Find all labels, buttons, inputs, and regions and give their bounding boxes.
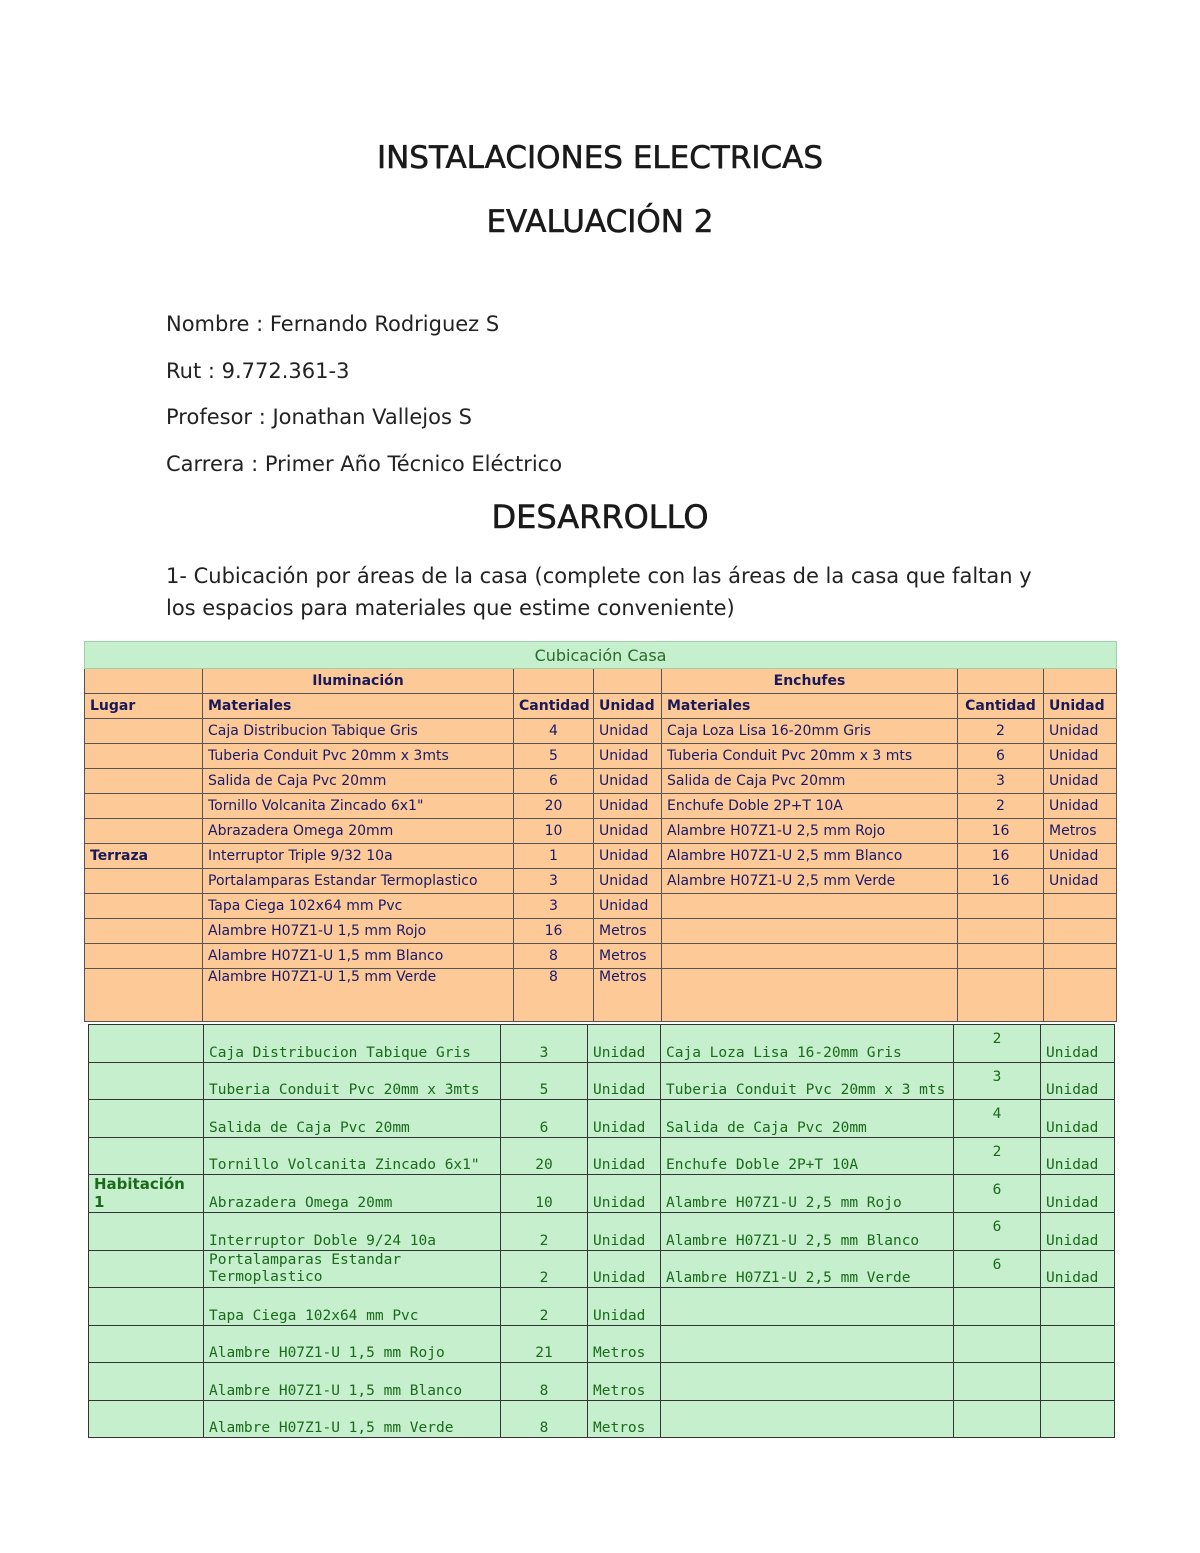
group-iluminacion: Iluminación <box>203 669 514 694</box>
enchufes-material: Enchufe Doble 2P+T 10A <box>661 1137 954 1175</box>
enchufes-material: Alambre H07Z1-U 2,5 mm Rojo <box>662 819 958 844</box>
lugar-cell <box>85 794 203 819</box>
enchufes-cantidad <box>958 894 1044 919</box>
lugar-cell <box>85 894 203 919</box>
enchufes-cantidad: 2 <box>958 719 1044 744</box>
table-row <box>85 894 1117 919</box>
enchufes-unidad <box>1041 1363 1115 1401</box>
lugar-cell <box>89 1400 204 1438</box>
iluminacion-cantidad: 5 <box>514 744 594 769</box>
iluminacion-material: Abrazadera Omega 20mm <box>203 819 514 844</box>
enchufes-material <box>662 944 958 969</box>
enchufes-unidad: Unidad <box>1041 1062 1115 1100</box>
table-row <box>85 819 1117 844</box>
table-row <box>85 744 1117 769</box>
lugar-cell <box>85 744 203 769</box>
enchufes-unidad <box>1044 969 1117 1022</box>
enchufes-material <box>662 919 958 944</box>
enchufes-material: Alambre H07Z1-U 2,5 mm Rojo <box>661 1175 954 1213</box>
iluminacion-material: Portalamparas Estandar Termoplastico <box>204 1250 501 1288</box>
table-row <box>85 769 1117 794</box>
lugar-cell <box>89 1250 204 1288</box>
iluminacion-cantidad: 2 <box>501 1213 588 1251</box>
lugar-cell <box>89 1062 204 1100</box>
iluminacion-unidad: Unidad <box>594 819 662 844</box>
enchufes-unidad: Unidad <box>1041 1175 1115 1213</box>
terraza-table <box>84 641 1117 1022</box>
table-row <box>85 969 1117 1022</box>
table-row <box>89 1137 1115 1175</box>
col-unidad-iluminacion: Unidad <box>594 694 662 719</box>
enchufes-cantidad <box>958 919 1044 944</box>
empty-cell <box>594 669 662 694</box>
enchufes-cantidad: 6 <box>954 1175 1041 1213</box>
enchufes-material: Alambre H07Z1-U 2,5 mm Verde <box>661 1250 954 1288</box>
iluminacion-unidad: Unidad <box>588 1062 661 1100</box>
iluminacion-unidad: Unidad <box>594 869 662 894</box>
enchufes-unidad <box>1041 1325 1115 1363</box>
enchufes-unidad: Unidad <box>1044 844 1117 869</box>
iluminacion-unidad: Unidad <box>588 1288 661 1326</box>
enchufes-cantidad: 4 <box>954 1100 1041 1138</box>
lugar-cell <box>89 1363 204 1401</box>
iluminacion-unidad: Unidad <box>588 1175 661 1213</box>
enchufes-material: Alambre H07Z1-U 2,5 mm Blanco <box>661 1213 954 1251</box>
iluminacion-cantidad: 3 <box>514 894 594 919</box>
iluminacion-cantidad: 8 <box>501 1400 588 1438</box>
iluminacion-cantidad: 8 <box>514 969 594 1022</box>
iluminacion-cantidad: 6 <box>501 1100 588 1138</box>
iluminacion-unidad: Unidad <box>594 844 662 869</box>
table-row <box>89 1250 1115 1288</box>
enchufes-material: Caja Loza Lisa 16-20mm Gris <box>662 719 958 744</box>
enchufes-cantidad: 3 <box>954 1062 1041 1100</box>
iluminacion-unidad: Unidad <box>594 894 662 919</box>
enchufes-material <box>662 894 958 919</box>
table-row <box>89 1325 1115 1363</box>
iluminacion-unidad: Unidad <box>588 1100 661 1138</box>
table-row <box>89 1025 1115 1063</box>
iluminacion-unidad: Metros <box>594 969 662 1022</box>
enchufes-unidad <box>1041 1288 1115 1326</box>
empty-cell <box>514 669 594 694</box>
iluminacion-unidad: Unidad <box>588 1025 661 1063</box>
iluminacion-cantidad: 5 <box>501 1062 588 1100</box>
career: Carrera : Primer Año Técnico Eléctrico <box>166 452 563 476</box>
enchufes-material <box>662 969 958 1022</box>
enchufes-cantidad: 2 <box>958 794 1044 819</box>
iluminacion-unidad: Unidad <box>594 719 662 744</box>
enchufes-material: Enchufe Doble 2P+T 10A <box>662 794 958 819</box>
iluminacion-cantidad: 10 <box>501 1175 588 1213</box>
enchufes-unidad: Unidad <box>1044 744 1117 769</box>
lugar-cell <box>89 1325 204 1363</box>
iluminacion-material: Abrazadera Omega 20mm <box>204 1175 501 1213</box>
student-name: Nombre : Fernando Rodriguez S <box>166 312 500 336</box>
iluminacion-unidad: Unidad <box>594 769 662 794</box>
section-title: DESARROLLO <box>491 498 709 536</box>
table-row <box>89 1175 1115 1213</box>
iluminacion-unidad: Metros <box>594 919 662 944</box>
enchufes-cantidad: 16 <box>958 844 1044 869</box>
iluminacion-cantidad: 4 <box>514 719 594 744</box>
group-enchufes: Enchufes <box>662 669 958 694</box>
table-row <box>85 869 1117 894</box>
enchufes-material <box>661 1363 954 1401</box>
enchufes-unidad: Unidad <box>1044 794 1117 819</box>
table-row <box>85 794 1117 819</box>
iluminacion-material: Salida de Caja Pvc 20mm <box>204 1100 501 1138</box>
iluminacion-material: Alambre H07Z1-U 1,5 mm Verde <box>203 969 514 1022</box>
lugar-cell <box>85 819 203 844</box>
iluminacion-material: Alambre H07Z1-U 1,5 mm Blanco <box>204 1363 501 1401</box>
lugar-terraza: Terraza <box>85 844 203 869</box>
enchufes-unidad: Unidad <box>1044 769 1117 794</box>
table-row <box>85 919 1117 944</box>
student-rut: Rut : 9.772.361-3 <box>166 359 350 383</box>
document-title: INSTALACIONES ELECTRICAS <box>376 140 824 176</box>
col-materiales-iluminacion: Materiales <box>203 694 514 719</box>
iluminacion-material: Tuberia Conduit Pvc 20mm x 3mts <box>204 1062 501 1100</box>
iluminacion-material: Alambre H07Z1-U 1,5 mm Blanco <box>203 944 514 969</box>
enchufes-unidad: Unidad <box>1041 1100 1115 1138</box>
iluminacion-unidad: Unidad <box>588 1213 661 1251</box>
iluminacion-material: Tuberia Conduit Pvc 20mm x 3mts <box>203 744 514 769</box>
iluminacion-unidad: Metros <box>588 1363 661 1401</box>
table-row <box>89 1363 1115 1401</box>
enchufes-cantidad: 16 <box>958 869 1044 894</box>
lugar-cell <box>85 944 203 969</box>
empty-cell <box>958 669 1044 694</box>
question-text <box>166 560 1066 624</box>
col-lugar: Lugar <box>85 694 203 719</box>
lugar-cell <box>85 769 203 794</box>
col-unidad-enchufes: Unidad <box>1044 694 1117 719</box>
enchufes-material: Caja Loza Lisa 16-20mm Gris <box>661 1025 954 1063</box>
enchufes-unidad <box>1044 919 1117 944</box>
document-subtitle: EVALUACIÓN 2 <box>486 204 714 240</box>
iluminacion-unidad: Unidad <box>588 1137 661 1175</box>
lugar-cell <box>89 1213 204 1251</box>
table-row <box>85 944 1117 969</box>
iluminacion-cantidad: 20 <box>514 794 594 819</box>
iluminacion-material: Interruptor Doble 9/24 10a <box>204 1213 501 1251</box>
habitacion-table <box>88 1024 1115 1438</box>
iluminacion-cantidad: 21 <box>501 1325 588 1363</box>
enchufes-material: Tuberia Conduit Pvc 20mm x 3 mts <box>662 744 958 769</box>
enchufes-cantidad <box>958 969 1044 1022</box>
enchufes-material <box>661 1400 954 1438</box>
enchufes-cantidad: 2 <box>954 1025 1041 1063</box>
table-row <box>85 844 1117 869</box>
table-row <box>89 1100 1115 1138</box>
iluminacion-unidad: Unidad <box>594 794 662 819</box>
enchufes-material <box>661 1288 954 1326</box>
col-cantidad-enchufes: Cantidad <box>958 694 1044 719</box>
empty-cell <box>85 669 203 694</box>
iluminacion-cantidad: 3 <box>514 869 594 894</box>
enchufes-cantidad <box>954 1400 1041 1438</box>
lugar-cell <box>89 1137 204 1175</box>
enchufes-unidad <box>1044 894 1117 919</box>
teacher-name: Profesor : Jonathan Vallejos S <box>166 405 472 429</box>
enchufes-material: Alambre H07Z1-U 2,5 mm Verde <box>662 869 958 894</box>
lugar-cell <box>89 1288 204 1326</box>
lugar-cell <box>89 1025 204 1063</box>
iluminacion-cantidad: 1 <box>514 844 594 869</box>
iluminacion-material: Interruptor Triple 9/32 10a <box>203 844 514 869</box>
enchufes-cantidad <box>954 1288 1041 1326</box>
table-row <box>89 1400 1115 1438</box>
lugar-cell <box>85 719 203 744</box>
enchufes-cantidad: 2 <box>954 1137 1041 1175</box>
iluminacion-cantidad: 10 <box>514 819 594 844</box>
iluminacion-cantidad: 16 <box>514 919 594 944</box>
enchufes-unidad: Unidad <box>1041 1213 1115 1251</box>
lugar-cell <box>85 869 203 894</box>
enchufes-unidad: Unidad <box>1041 1250 1115 1288</box>
lugar-cell <box>85 919 203 944</box>
iluminacion-material: Alambre H07Z1-U 1,5 mm Verde <box>204 1400 501 1438</box>
iluminacion-cantidad: 3 <box>501 1025 588 1063</box>
enchufes-cantidad: 3 <box>958 769 1044 794</box>
iluminacion-cantidad: 2 <box>501 1250 588 1288</box>
enchufes-material: Alambre H07Z1-U 2,5 mm Blanco <box>662 844 958 869</box>
enchufes-unidad: Unidad <box>1044 719 1117 744</box>
iluminacion-material: Tapa Ciega 102x64 mm Pvc <box>203 894 514 919</box>
enchufes-cantidad: 6 <box>954 1250 1041 1288</box>
enchufes-cantidad <box>958 944 1044 969</box>
iluminacion-material: Caja Distribucion Tabique Gris <box>204 1025 501 1063</box>
enchufes-material: Tuberia Conduit Pvc 20mm x 3 mts <box>661 1062 954 1100</box>
lugar-habitacion: Habitación 1 <box>89 1175 204 1213</box>
table-row <box>89 1213 1115 1251</box>
iluminacion-material: Salida de Caja Pvc 20mm <box>203 769 514 794</box>
enchufes-cantidad <box>954 1325 1041 1363</box>
table-row <box>89 1062 1115 1100</box>
enchufes-unidad: Unidad <box>1041 1137 1115 1175</box>
enchufes-cantidad: 6 <box>954 1213 1041 1251</box>
iluminacion-unidad: Metros <box>594 944 662 969</box>
enchufes-unidad <box>1041 1400 1115 1438</box>
enchufes-unidad: Metros <box>1044 819 1117 844</box>
question-line-2: los espacios para materiales que estime conveniente) <box>166 596 735 620</box>
iluminacion-unidad: Metros <box>588 1325 661 1363</box>
enchufes-unidad: Unidad <box>1041 1025 1115 1063</box>
iluminacion-cantidad: 6 <box>514 769 594 794</box>
lugar-cell <box>89 1100 204 1138</box>
enchufes-material <box>661 1325 954 1363</box>
iluminacion-material: Tornillo Volcanita Zincado 6x1" <box>203 794 514 819</box>
iluminacion-unidad: Unidad <box>588 1250 661 1288</box>
iluminacion-cantidad: 8 <box>514 944 594 969</box>
empty-cell <box>1044 669 1117 694</box>
iluminacion-cantidad: 8 <box>501 1363 588 1401</box>
iluminacion-material: Tapa Ciega 102x64 mm Pvc <box>204 1288 501 1326</box>
enchufes-material: Salida de Caja Pvc 20mm <box>661 1100 954 1138</box>
enchufes-cantidad: 16 <box>958 819 1044 844</box>
table-row <box>89 1288 1115 1326</box>
table-row <box>85 719 1117 744</box>
iluminacion-material: Alambre H07Z1-U 1,5 mm Rojo <box>203 919 514 944</box>
iluminacion-cantidad: 2 <box>501 1288 588 1326</box>
iluminacion-material: Tornillo Volcanita Zincado 6x1" <box>204 1137 501 1175</box>
enchufes-cantidad <box>954 1363 1041 1401</box>
enchufes-unidad: Unidad <box>1044 869 1117 894</box>
iluminacion-cantidad: 20 <box>501 1137 588 1175</box>
col-materiales-enchufes: Materiales <box>662 694 958 719</box>
iluminacion-unidad: Metros <box>588 1400 661 1438</box>
lugar-cell <box>85 969 203 1022</box>
iluminacion-material: Alambre H07Z1-U 1,5 mm Rojo <box>204 1325 501 1363</box>
col-cantidad-iluminacion: Cantidad <box>514 694 594 719</box>
question-line-1: 1- Cubicación por áreas de la casa (complete con las áreas de la casa que faltan y <box>166 564 1032 588</box>
iluminacion-material: Caja Distribucion Tabique Gris <box>203 719 514 744</box>
table-caption: Cubicación Casa <box>85 642 1117 669</box>
enchufes-unidad <box>1044 944 1117 969</box>
enchufes-cantidad: 6 <box>958 744 1044 769</box>
iluminacion-unidad: Unidad <box>594 744 662 769</box>
enchufes-material: Salida de Caja Pvc 20mm <box>662 769 958 794</box>
iluminacion-material: Portalamparas Estandar Termoplastico <box>203 869 514 894</box>
